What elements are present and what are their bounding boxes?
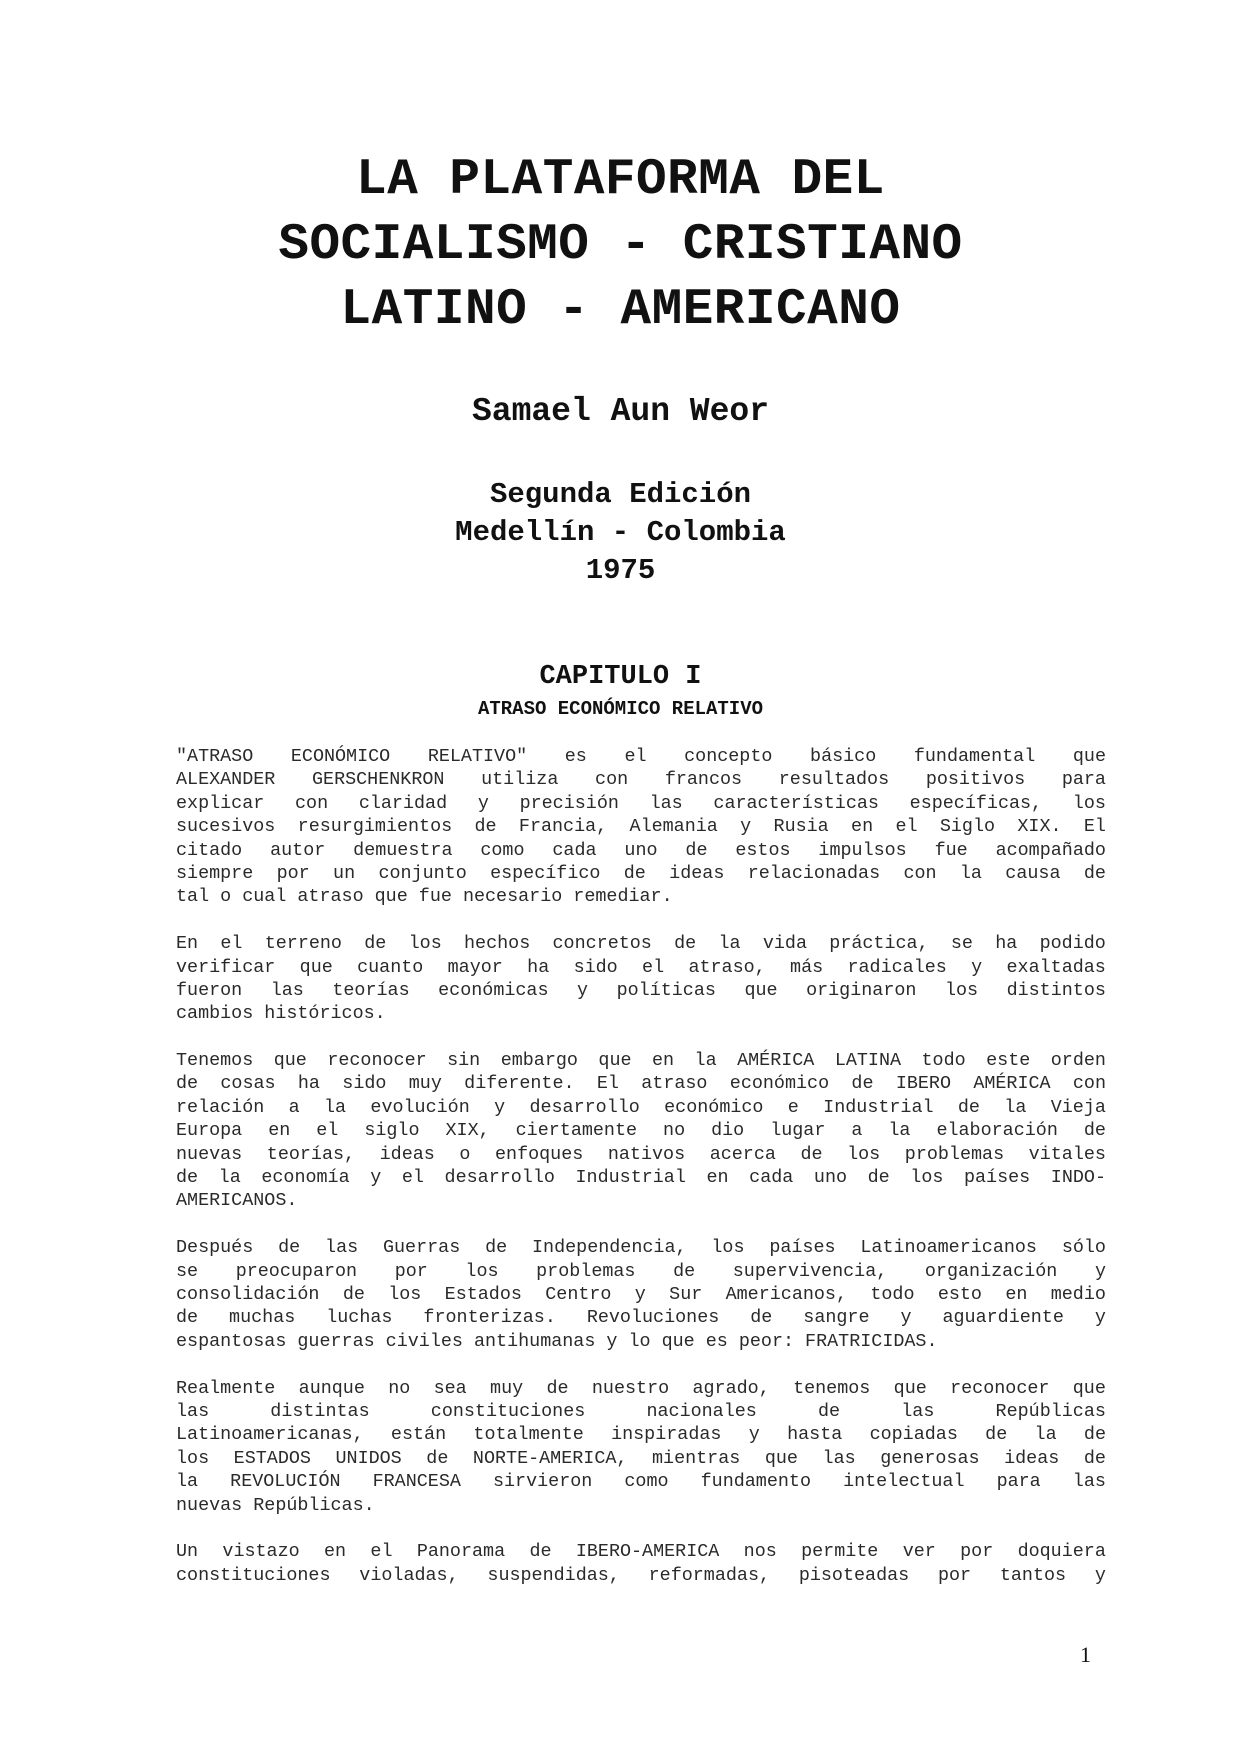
text-line: los ESTADOS UNIDOS de NORTE-AMERICA, mientras que las generosas ideas de — [176, 1447, 1106, 1469]
text-line: citado autor demuestra como cada uno de estos impulsos fue acompañado — [176, 839, 1106, 861]
page-number: 1 — [1080, 1642, 1091, 1667]
text-line: se preocuparon por los problemas de supervivencia, organización y — [176, 1260, 1106, 1282]
edition-place: Medellín - Colombia — [455, 516, 786, 549]
title-line-2: SOCIALISMO - CRISTIANO — [278, 217, 963, 274]
text-line: ALEXANDER GERSCHENKRON utiliza con francos resultados positivos para — [176, 769, 1106, 791]
chapter-title: CAPITULO I — [539, 662, 702, 692]
paragraph — [176, 1236, 1106, 1353]
text-line: las distintas constituciones nacionales de las Repúblicas — [176, 1400, 1106, 1422]
paragraph — [176, 932, 1106, 1026]
text-line: relación a la evolución y desarrollo económico e Industrial de la Vieja — [176, 1096, 1106, 1118]
text-line: de la economía y el desarrollo Industrial en cada uno de los países INDO- — [176, 1167, 1106, 1189]
text-line: constituciones violadas, suspendidas, reformadas, pisoteadas por tantos y — [176, 1564, 1106, 1586]
text-line: Latinoamericanas, están totalmente inspiradas y hasta copiadas de la de — [176, 1424, 1106, 1446]
paragraph — [176, 1377, 1106, 1517]
text-line: de muchas luchas fronterizas. Revoluciones de sangre y aguardiente y — [176, 1307, 1106, 1329]
text-line: fueron las teorías económicas y políticas que originaron los distintos — [176, 979, 1106, 1001]
text-line: nuevas teorías, ideas o enfoques nativos acerca de los problemas vitales — [176, 1143, 1106, 1165]
text-line: En el terreno de los hechos concretos de la vida práctica, se ha podido — [176, 933, 1106, 955]
document-title — [0, 148, 1241, 343]
text-line: Después de las Guerras de Independencia, los países Latinoamericanos sólo — [176, 1237, 1106, 1259]
text-line: "ATRASO ECONÓMICO RELATIVO" es el concepto básico fundamental que — [176, 746, 1106, 767]
text-line: tal o cual atraso que fue necesario remediar. — [176, 886, 673, 908]
text-line: verificar que cuanto mayor ha sido el atraso, más radicales y exaltadas — [176, 956, 1106, 978]
text-line: la REVOLUCIÓN FRANCESA sirvieron como fundamento intelectual para las — [176, 1471, 1106, 1493]
paragraph — [176, 1049, 1106, 1213]
title-line-3: LATINO - AMERICANO — [340, 282, 901, 339]
author-name: Samael Aun Weor — [471, 393, 770, 430]
title-line-1: LA PLATAFORMA DEL — [356, 152, 885, 209]
text-line: explicar con claridad y precisión las características específicas, los — [176, 792, 1106, 814]
text-line: siempre por un conjunto específico de ideas relacionadas con la causa de — [176, 862, 1106, 884]
text-line: Tenemos que reconocer sin embargo que en la AMÉRICA LATINA todo este orden — [176, 1050, 1106, 1072]
text-line: nuevas Repúblicas. — [176, 1494, 375, 1516]
text-line: Un vistazo en el Panorama de IBERO-AMERICA nos permite ver por doquiera — [176, 1541, 1106, 1563]
chapter-subtitle: ATRASO ECONÓMICO RELATIVO — [477, 698, 764, 720]
text-line: AMERICANOS. — [176, 1190, 298, 1212]
paragraph — [176, 745, 1106, 909]
text-line: consolidación de los Estados Centro y Sur Americanos, todo esto en medio — [176, 1283, 1106, 1305]
text-line: Realmente aunque no sea muy de nuestro agrado, tenemos que reconocer que — [176, 1377, 1106, 1399]
edition-info — [0, 476, 1241, 590]
paragraph — [176, 1540, 1106, 1587]
text-line: espantosas guerras civiles antihumanas y lo que es peor: FRATRICIDAS. — [176, 1330, 938, 1352]
text-line: cambios históricos. — [176, 1003, 386, 1025]
text-line: de cosas ha sido muy diferente. El atraso económico de IBERO AMÉRICA con — [176, 1073, 1106, 1095]
text-line: sucesivos resurgimientos de Francia, Alemania y Rusia en el Siglo XIX. El — [176, 816, 1106, 838]
edition-label: Segunda Edición — [489, 478, 752, 511]
edition-year: 1975 — [585, 554, 656, 587]
text-line: Europa en el siglo XIX, ciertamente no dio lugar a la elaboración de — [176, 1120, 1106, 1142]
body-text — [176, 745, 1106, 1610]
